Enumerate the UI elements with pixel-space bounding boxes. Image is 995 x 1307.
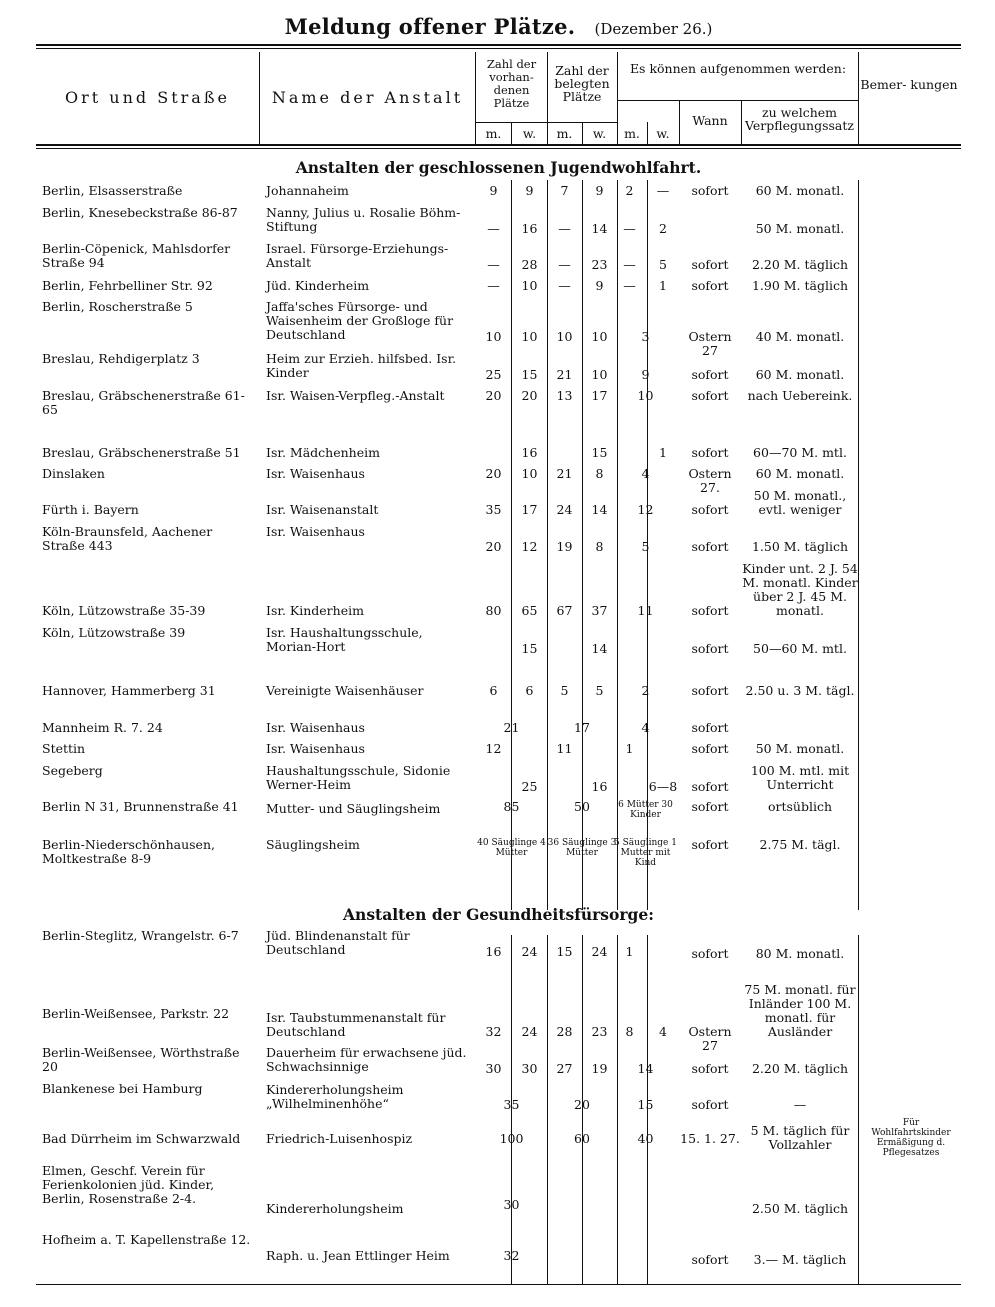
cell-ort: Berlin, Elsasserstraße	[42, 183, 183, 198]
cell-name: Kindererholungsheim „Wilhelminenhöhe“	[266, 1082, 404, 1111]
header-satz: zu welchem Verpflegungssatz	[745, 105, 854, 133]
cell-name: Isr. Waisen-Verpfleg.-Anstalt	[266, 388, 445, 403]
cell-belegt-w: 24	[591, 944, 608, 959]
cell-vorhanden-w: 6	[525, 683, 534, 698]
cell-name: Isr. Taubstummenanstalt für Deutschland	[266, 1010, 446, 1039]
cell-vorhanden-m: 80	[485, 603, 502, 618]
cell-frei-w: 6—8	[648, 779, 678, 794]
cell-ort: Bad Dürrheim im Schwarzwald	[42, 1131, 241, 1146]
cell-ort: Berlin-Weißensee, Wörthstraße 20	[42, 1045, 240, 1074]
cell-satz: 2.50 u. 3 M. tägl.	[745, 683, 855, 698]
header-b-w: w.	[592, 126, 607, 141]
cell-vorhanden-w: 16	[521, 221, 538, 236]
cell-vorhanden-m: —	[487, 257, 500, 272]
cell-satz: 75 M. monatl. für Inländer 100 M. monatl. für Ausländer	[744, 982, 856, 1039]
cell-vorhanden-w: 10	[521, 278, 538, 293]
cell-ort: Breslau, Gräbschenerstraße 51	[42, 445, 241, 460]
cell-ort: Segeberg	[42, 763, 103, 778]
cell-frei-w: —	[656, 183, 670, 198]
cell-frei: 14	[637, 1061, 654, 1076]
cell-belegt-w: 14	[591, 502, 608, 517]
cell-frei: 5 Säuglinge 1 Mutter mit Kind	[614, 838, 677, 868]
title-rule	[36, 44, 961, 49]
cell-satz: 100 M. mtl. mit Unterricht	[750, 763, 850, 792]
cell-name: Jüd. Kinderheim	[266, 278, 370, 293]
cell-wann: sofort	[691, 946, 729, 961]
cell-satz: 2.20 M. täglich	[751, 1061, 849, 1076]
cell-wann: sofort	[691, 799, 729, 814]
cell-vorhanden-w: 16	[521, 445, 538, 460]
header-vorhanden: Zahl der vorhan- denen Plätze	[486, 57, 537, 110]
cell-wann: sofort	[691, 641, 729, 656]
header-v-w: w.	[522, 126, 537, 141]
cell-frei-w: 5	[659, 257, 667, 272]
cell-name: Vereinigte Waisenhäuser	[266, 683, 424, 698]
cell-frei-m: —	[623, 278, 636, 293]
cell-ort: Mannheim R. 7. 24	[42, 720, 163, 735]
cell-wann: sofort	[691, 367, 729, 382]
cell-belegt-w: 9	[595, 278, 604, 293]
cell-name: Mutter- und Säuglingsheim	[266, 801, 441, 816]
cell-vorhanden-w: 30	[521, 1061, 538, 1076]
cell-belegt-w: 15	[591, 445, 608, 460]
cell-wann: sofort	[691, 1252, 729, 1267]
cell-frei: 10	[637, 388, 654, 403]
cell-satz: ortsüblich	[767, 799, 833, 814]
header-b-m: m.	[556, 126, 573, 141]
cell-bemerkung: Für Wohlfahrtskinder Ermäßigung d. Pflegesatzes	[871, 1118, 951, 1158]
cell-satz: 5 M. täglich für Vollzahler	[750, 1123, 850, 1152]
cell-belegt-w: 5	[595, 683, 604, 698]
cell-frei-w: 1	[659, 445, 667, 460]
cell-vorhanden-m: 20	[485, 466, 502, 481]
cell-vorhanden-w: 15	[521, 367, 538, 382]
cell-vorhanden-w: 9	[525, 183, 534, 198]
cell-vorhanden-w: 24	[521, 944, 538, 959]
cell-ort: Hofheim a. T. Kapellenstraße 12.	[42, 1232, 251, 1247]
cell-name: Johannaheim	[266, 183, 349, 198]
cell-wann: sofort	[691, 741, 729, 756]
cell-vorhanden: 85	[503, 799, 520, 814]
cell-frei-w: 4	[659, 1024, 667, 1039]
cell-belegt-w: 8	[595, 539, 604, 554]
cell-satz: Kinder unt. 2 J. 54 M. monatl. Kinder über 2 J. 45 M. monatl.	[742, 561, 858, 618]
cell-wann: sofort	[691, 539, 729, 554]
cell-ort: Berlin, Roscherstraße 5	[42, 299, 193, 314]
cell-ort: Dinslaken	[42, 466, 105, 481]
cell-ort: Berlin-Cöpenick, Mahlsdorfer Straße 94	[42, 241, 231, 270]
cell-belegt-w: 17	[591, 388, 608, 403]
cell-vorhanden-m: 12	[485, 741, 502, 756]
cell-name: Haushaltungsschule, Sidonie Werner-Heim	[266, 763, 451, 792]
cell-belegt-m: 21	[556, 466, 573, 481]
cell-satz: nach Uebereink.	[747, 388, 853, 403]
cell-frei: 15	[637, 1097, 654, 1112]
cell-satz: 3.— M. täglich	[753, 1252, 847, 1267]
cell-belegt-w: 10	[591, 329, 608, 344]
cell-satz: 2.75 M. tägl.	[759, 837, 841, 852]
cell-frei: 5	[641, 539, 650, 554]
cell-belegt-w: 19	[591, 1061, 608, 1076]
cell-belegt-m: 67	[556, 603, 573, 618]
cell-belegt-m: 27	[556, 1061, 573, 1076]
cell-name: Nanny, Julius u. Rosalie Böhm-Stiftung	[266, 205, 461, 234]
cell-satz: 1.90 M. täglich	[751, 278, 849, 293]
header-bemerkungen: Bemer- kungen	[860, 77, 958, 92]
cell-ort: Fürth i. Bayern	[42, 502, 139, 517]
cell-vorhanden-m: 20	[485, 539, 502, 554]
cell-satz: 50—60 M. mtl.	[753, 641, 847, 656]
cell-wann: sofort	[691, 445, 729, 460]
cell-ort: Berlin N 31, Brunnenstraße 41	[42, 799, 239, 814]
cell-vorhanden-m: 6	[489, 683, 498, 698]
document-date: (Dezember 26.)	[594, 20, 713, 38]
cell-belegt-m: 7	[560, 183, 569, 198]
cell-vorhanden: 30	[503, 1197, 520, 1212]
cell-frei-m: —	[623, 221, 636, 236]
cell-belegt-m: —	[558, 257, 571, 272]
cell-belegt: 36 Säuglinge 3 Mütter	[547, 838, 617, 858]
cell-wann: sofort	[691, 1061, 729, 1076]
cell-vorhanden: 100	[499, 1131, 524, 1146]
cell-vorhanden-m: 9	[489, 183, 498, 198]
cell-belegt-m: 5	[560, 683, 569, 698]
cell-name: Jüd. Blindenanstalt für Deutschland	[266, 928, 410, 957]
cell-wann: 15. 1. 27.	[680, 1131, 740, 1146]
document-page	[36, 0, 961, 1307]
cell-ort: Elmen, Geschf. Verein für Ferienkolonien jüd. Kinder, Berlin, Rosenstraße 2-4.	[42, 1163, 215, 1206]
section-title: Anstalten der geschlossenen Jugendwohlfahrt.	[295, 158, 702, 177]
cell-satz: 60 M. monatl.	[755, 466, 845, 481]
cell-vorhanden-w: 28	[521, 257, 538, 272]
cell-belegt-m: —	[558, 221, 571, 236]
cell-frei-w: 1	[659, 278, 667, 293]
cell-ort: Breslau, Rehdigerplatz 3	[42, 351, 200, 366]
cell-vorhanden-w: 10	[521, 329, 538, 344]
cell-frei-m: 2	[625, 183, 634, 198]
title-line	[36, 14, 961, 39]
cell-name: Isr. Waisenhaus	[266, 720, 365, 735]
cell-wann: sofort	[691, 683, 729, 698]
cell-wann: sofort	[691, 502, 729, 517]
cell-name: Jaffa'sches Fürsorge- und Waisenheim der Großloge für Deutschland	[266, 299, 454, 342]
cell-vorhanden-m: 35	[485, 502, 502, 517]
header-v-m: m.	[485, 126, 502, 141]
cell-vorhanden-w: 24	[521, 1024, 538, 1039]
cell-wann: Ostern 27.	[688, 466, 732, 495]
cell-belegt-w: 23	[591, 1024, 608, 1039]
cell-ort: Blankenese bei Hamburg	[42, 1081, 203, 1096]
cell-vorhanden-m: —	[487, 278, 500, 293]
document-title: Meldung offener Plätze.	[284, 14, 576, 39]
cell-vorhanden-w: 20	[521, 388, 538, 403]
bottom-rule	[36, 1284, 961, 1285]
cell-belegt-w: 8	[595, 466, 604, 481]
cell-satz: 60—70 M. mtl.	[753, 445, 847, 460]
cell-ort: Berlin, Knesebeckstraße 86-87	[42, 205, 238, 220]
cell-frei: 11	[637, 603, 654, 618]
header-belegt: Zahl der belegten Plätze	[554, 63, 610, 104]
cell-wann: sofort	[691, 603, 729, 618]
cell-frei-m: 8	[625, 1024, 634, 1039]
cell-vorhanden-m: —	[487, 221, 500, 236]
cell-belegt-w: 14	[591, 221, 608, 236]
cell-ort: Berlin, Fehrbelliner Str. 92	[42, 278, 213, 293]
cell-satz: 40 M. monatl.	[755, 329, 845, 344]
header-rule	[36, 144, 961, 149]
cell-frei: 4	[641, 720, 650, 735]
cell-frei: 6 Mütter 30 Kinder	[618, 800, 673, 820]
cell-satz: —	[793, 1097, 807, 1112]
cell-name: Kindererholungsheim	[266, 1201, 404, 1216]
cell-name: Friedrich-Luisenhospiz	[266, 1131, 413, 1146]
header-wann: Wann	[692, 113, 728, 128]
cell-satz: 50 M. monatl., evtl. weniger	[753, 488, 847, 517]
section-title: Anstalten der Gesundheitsfürsorge:	[343, 905, 654, 924]
cell-ort: Berlin-Steglitz, Wrangelstr. 6-7	[42, 928, 239, 943]
cell-wann: Ostern 27	[688, 329, 732, 358]
cell-name: Israel. Fürsorge-Erziehungs-Anstalt	[266, 241, 449, 270]
cell-name: Isr. Waisenanstalt	[266, 502, 379, 517]
cell-name: Raph. u. Jean Ettlinger Heim	[266, 1248, 450, 1263]
cell-vorhanden-m: 20	[485, 388, 502, 403]
cell-belegt: 17	[574, 720, 590, 735]
cell-vorhanden: 35	[503, 1097, 520, 1112]
cell-belegt-m: 28	[556, 1024, 573, 1039]
cell-name: Isr. Mädchenheim	[266, 445, 380, 460]
cell-belegt-m: 13	[556, 388, 573, 403]
header-name: Name der Anstalt	[271, 88, 464, 107]
cell-belegt-w: 37	[591, 603, 608, 618]
header-k-w: w.	[656, 126, 670, 141]
cell-belegt-m: 15	[556, 944, 573, 959]
cell-frei: 12	[637, 502, 654, 517]
cell-vorhanden-m: 30	[485, 1061, 502, 1076]
cell-ort: Hannover, Hammerberg 31	[42, 683, 216, 698]
cell-belegt-m: 11	[556, 741, 573, 756]
cell-ort: Köln-Braunsfeld, Aachener Straße 443	[42, 524, 213, 553]
cell-ort: Berlin-Niederschönhausen, Moltkestraße 8-9	[42, 837, 215, 866]
cell-ort: Köln, Lützowstraße 35-39	[42, 603, 206, 618]
cell-belegt-m: 21	[556, 367, 573, 382]
cell-frei-m: 1	[625, 944, 634, 959]
cell-name: Dauerheim für erwachsene jüd. Schwachsinnige	[266, 1045, 467, 1074]
cell-frei: 4	[641, 466, 650, 481]
cell-vorhanden-w: 25	[521, 779, 538, 794]
cell-wann: sofort	[691, 278, 729, 293]
cell-belegt: 60	[574, 1131, 590, 1146]
cell-vorhanden-w: 15	[521, 641, 538, 656]
header-k-m: m.	[624, 126, 640, 141]
cell-belegt: 20	[574, 1097, 590, 1112]
cell-frei: 3	[641, 329, 650, 344]
cell-wann: sofort	[691, 257, 729, 272]
cell-wann: sofort	[691, 1097, 729, 1112]
cell-belegt-m: 19	[556, 539, 573, 554]
cell-frei: 40	[637, 1131, 654, 1146]
cell-belegt-w: 16	[591, 779, 608, 794]
cell-vorhanden-m: 25	[485, 367, 502, 382]
cell-vorhanden: 40 Säuglinge 4 Mütter	[477, 838, 546, 858]
cell-name: Isr. Kinderheim	[266, 603, 364, 618]
cell-name: Heim zur Erzieh. hilfsbed. Isr. Kinder	[266, 351, 457, 380]
cell-belegt-m: 24	[556, 502, 573, 517]
cell-belegt: 50	[574, 799, 590, 814]
cell-vorhanden: 21	[503, 720, 520, 735]
cell-belegt-m: 10	[556, 329, 573, 344]
cell-vorhanden-m: 16	[485, 944, 502, 959]
cell-name: Isr. Waisenhaus	[266, 466, 365, 481]
cell-vorhanden-w: 10	[521, 466, 538, 481]
cell-frei-m: —	[623, 257, 636, 272]
cell-vorhanden-w: 12	[521, 539, 538, 554]
cell-vorhanden-w: 65	[521, 603, 538, 618]
cell-ort: Stettin	[42, 741, 86, 756]
cell-name: Isr. Waisenhaus	[266, 524, 365, 539]
cell-wann: sofort	[691, 388, 729, 403]
cell-belegt-w: 9	[595, 183, 604, 198]
cell-vorhanden: 32	[503, 1248, 520, 1263]
cell-name: Säuglingsheim	[266, 837, 360, 852]
header-ort: Ort und Straße	[65, 88, 230, 107]
cell-name: Isr. Waisenhaus	[266, 741, 365, 756]
cell-frei-m: 1	[625, 741, 634, 756]
header-aufgenommen: Es können aufgenommen werden:	[629, 61, 847, 76]
cell-satz: 80 M. monatl.	[755, 946, 845, 961]
cell-satz: 60 M. monatl.	[755, 367, 845, 382]
cell-ort: Berlin-Weißensee, Parkstr. 22	[42, 1006, 230, 1021]
cell-satz: 2.20 M. täglich	[751, 257, 849, 272]
cell-wann: sofort	[691, 720, 729, 735]
cell-wann: Ostern 27	[688, 1024, 732, 1053]
cell-vorhanden-m: 10	[485, 329, 502, 344]
cell-vorhanden-m: 32	[485, 1024, 502, 1039]
cell-wann: sofort	[691, 183, 729, 198]
cell-name: Isr. Haushaltungsschule, Morian-Hort	[266, 625, 423, 654]
cell-satz: 2.50 M. täglich	[751, 1201, 849, 1216]
cell-wann: sofort	[691, 837, 729, 852]
cell-satz: 50 M. monatl.	[755, 741, 845, 756]
cell-belegt-w: 14	[591, 641, 608, 656]
cell-satz: 1.50 M. täglich	[751, 539, 849, 554]
cell-ort: Breslau, Gräbschenerstraße 61-65	[42, 388, 245, 417]
cell-frei: 2	[641, 683, 650, 698]
cell-satz: 50 M. monatl.	[755, 221, 845, 236]
cell-satz: 60 M. monatl.	[755, 183, 845, 198]
cell-belegt-w: 10	[591, 367, 608, 382]
cell-vorhanden-w: 17	[521, 502, 538, 517]
cell-belegt-w: 23	[591, 257, 608, 272]
cell-wann: sofort	[691, 779, 729, 794]
cell-frei-w: 2	[659, 221, 667, 236]
cell-frei: 9	[641, 367, 650, 382]
cell-belegt-m: —	[558, 278, 571, 293]
cell-ort: Köln, Lützowstraße 39	[42, 625, 186, 640]
